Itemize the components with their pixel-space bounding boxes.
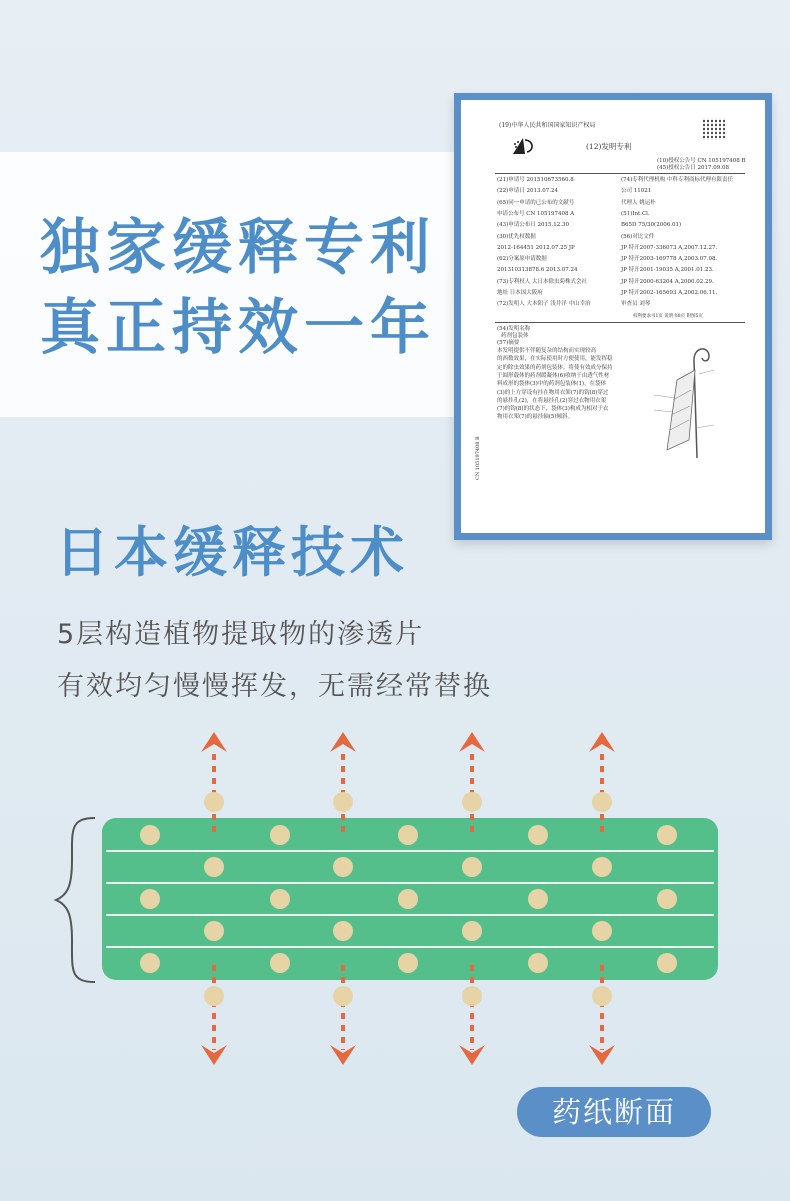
patent-abstract-line: 于圆形载体的药剂缓凝体(6)收纳于由透气性材 (497, 372, 610, 379)
patent-right-field: (51)Int.Cl. (621, 210, 650, 217)
patent-right-field: (74)专利代理机构 中科专利商标代理有限责任 (621, 177, 734, 183)
particle-dot (657, 825, 677, 845)
patent-left-field: (43)申请公布日 2015.12.30 (497, 222, 570, 229)
particle-dot (462, 921, 482, 941)
particle-dot (140, 889, 160, 909)
particle-dot (528, 825, 548, 845)
particle-dot (204, 857, 224, 877)
particle-dot (398, 953, 418, 973)
particle-dot (204, 792, 224, 812)
patent-right-field: JP 特开2000-63204 A,2000.02.29. (621, 278, 714, 285)
patent-pub-no: (10)授权公告号 CN 105197408 B (657, 158, 746, 164)
particle-dot (270, 825, 290, 845)
patent-abstract-line: 的悬挂孔(2)，在将悬挂孔(2)穿过衣物用衣架 (497, 397, 607, 404)
headline-line-2: 真正持效一年 (40, 293, 436, 363)
particle-dot (398, 825, 418, 845)
description-line-1: 5层构造植物提取物的渗透片 (57, 619, 425, 650)
particle-dot (462, 857, 482, 877)
particle-dot (528, 889, 548, 909)
patent-left-field: (65)同一申请的已公布的文献号 (497, 199, 575, 206)
patent-left-field: 地址 日本国大阪府 (497, 290, 543, 296)
arrow-up-icon (459, 732, 485, 832)
left-brace-icon (56, 818, 95, 982)
patent-right-field: (56)对比文件 (621, 233, 655, 240)
particle-dot (657, 953, 677, 973)
particle-dot (270, 889, 290, 909)
patent-left-field: (73)专利权人 大日本除虫菊株式会社 (497, 278, 588, 285)
arrow-up-icon (330, 732, 356, 832)
patent-left-field: (30)优先权数据 (497, 233, 536, 240)
patent-left-field: (22)申请日 2013.07.24 (497, 188, 559, 195)
particle-dot (204, 986, 224, 1006)
particle-dot (270, 953, 290, 973)
subheading: 日本缓释技术 (55, 521, 409, 584)
particle-dot (204, 921, 224, 941)
patent-pub-date: (45)授权公告日 2017.09.08 (657, 165, 730, 171)
patent-right-field: JP 特开2002-165693 A,2002.06.11. (621, 290, 718, 296)
patent-abstract-line: 物用衣架(7)的悬挂轴(5)倾斜。 (497, 414, 574, 421)
patent-abstract-line: (7)的钩(8)的状态下，袋体(3)构成为相对于衣 (497, 406, 609, 413)
particle-dot (592, 986, 612, 1006)
patent-side-code: CN 105197408 B (475, 436, 481, 480)
patent-left-field: 2012-164451 2012.07.25 JP (497, 244, 575, 251)
cross-section-diagram (0, 720, 790, 1080)
patent-right-field: B65D 75/30(2006.01) (621, 222, 682, 229)
patent-abstract-line: 定的除虫效果的药剂包装体。将使有效成分保持 (497, 364, 613, 371)
patent-document (454, 93, 772, 540)
particle-dot (398, 889, 418, 909)
particle-dot (333, 792, 353, 812)
patent-abstract-line: 的西数效果，在实际使用时方便使用，能发挥稳 (497, 356, 613, 363)
patent-title-label: (54)发明名称 (497, 326, 531, 332)
patent-right-field: 审查员 刘琴 (621, 301, 651, 308)
particle-dot (592, 792, 612, 812)
patent-authority: (19)中华人民共和国国家知识产权局 (499, 122, 596, 129)
patent-abstract-label: (57)摘要 (497, 340, 520, 346)
patent-abstract-line: (3)的上方穿设有挂在物用衣架(7)的钩(8)穿过 (497, 389, 609, 396)
arrow-up-icon (589, 732, 615, 832)
headline-line-1: 独家缓释专利 (40, 213, 436, 283)
particle-dot (528, 953, 548, 973)
patent-right-field: 公司 11021 (621, 188, 652, 195)
patent-page-info: 权利要求书1页 说明书8页 附图5页 (633, 314, 703, 319)
arrow-up-icon (201, 732, 227, 832)
particle-dot (462, 792, 482, 812)
patent-right-field: JP 特开2001-19035 A,2001.01.23. (621, 267, 714, 274)
patent-right-field: JP 特开2007-336073 A,2007.12.27. (621, 244, 718, 251)
patent-abstract-line: 本发明提供不伴随复杂的结构而实现较高 (497, 348, 597, 354)
patent-paper (461, 100, 765, 533)
particle-dot (657, 889, 677, 909)
particle-dot (592, 921, 612, 941)
particle-dot (592, 857, 612, 877)
patent-right-field: JP 特开2003-169778 A,2003.07.08. (621, 256, 718, 263)
patent-title: 药剂包装体 (501, 333, 529, 339)
patent-left-field: (62)分案原申请数据 (497, 256, 547, 263)
particle-dot (333, 986, 353, 1006)
particle-dot (333, 921, 353, 941)
patent-left-field: (72)发明人 大本阳子 浅井洋 中山幸治 (497, 301, 591, 308)
patent-abstract-line: 料成形的袋体(3)中的药剂包装体(1)，在袋体 (497, 381, 607, 388)
description-line-2: 有效均匀慢慢挥发，无需经常替换 (57, 671, 492, 702)
hanger-figure-icon (639, 340, 739, 460)
patent-left-field: 申请公布号 CN 105197408 A (497, 210, 575, 217)
particle-dot (140, 825, 160, 845)
particle-dot (333, 857, 353, 877)
patent-right-field: 代理人 姚运朴 (621, 199, 656, 206)
patent-left-field: 201310313878.6 2013.07.24 (497, 267, 578, 274)
section-badge: 药纸断面 (517, 1087, 711, 1137)
headline-band (0, 152, 470, 417)
particle-dot (462, 986, 482, 1006)
patent-emblem-icon (509, 136, 539, 156)
patent-left-field: (21)申请号 201510673560.8 (497, 177, 574, 183)
patent-doc-type: (12)发明专利 (586, 142, 632, 151)
qr-code-icon (703, 118, 725, 140)
particle-dot (140, 953, 160, 973)
